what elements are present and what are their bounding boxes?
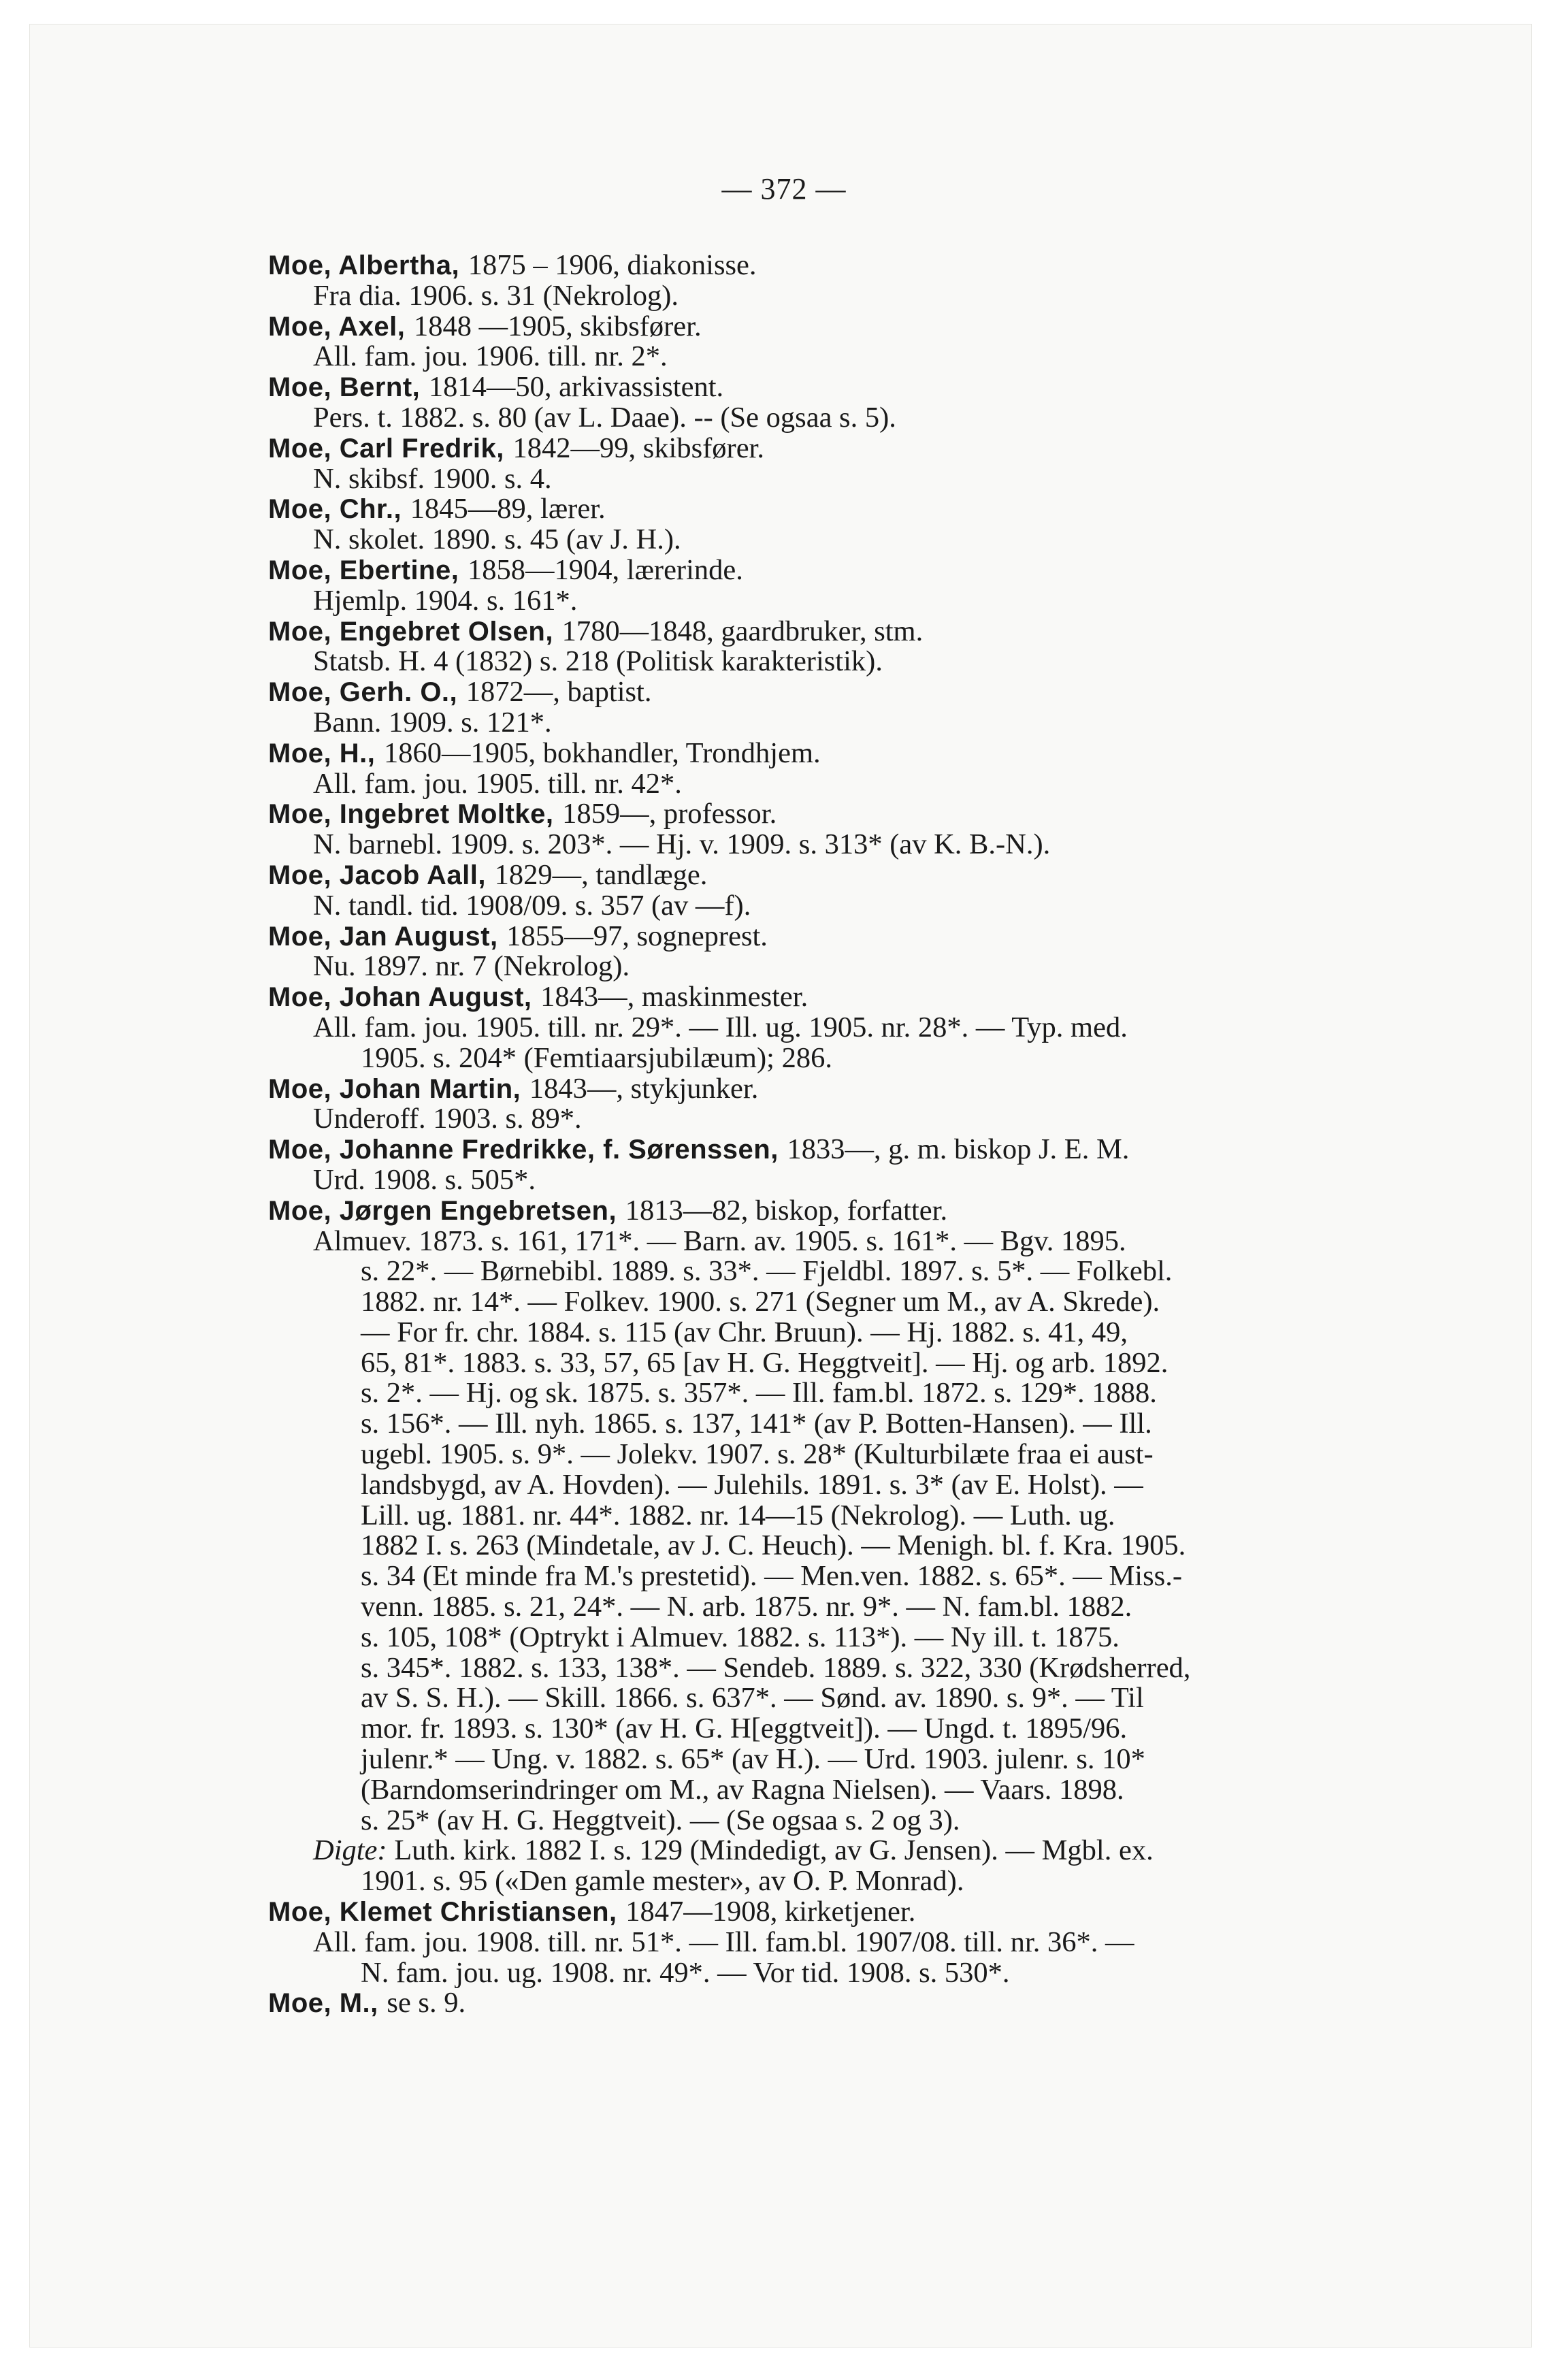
entry-reference: N. skibsf. 1900. s. 4. — [313, 462, 552, 495]
entry-description: 1860—1905, bokhandler, Trondhjem. — [383, 736, 821, 769]
entry-johanne-fredrikke — [268, 1135, 1446, 1196]
entry-ebertine — [268, 555, 1446, 617]
entry-description: 1833—, g. m. biskop J. E. M. — [787, 1133, 1130, 1166]
entry-reference: Bann. 1909. s. 121*. — [313, 706, 552, 738]
entry-name: Moe, Axel, — [268, 311, 406, 342]
entry-name: Moe, Chr., — [268, 494, 402, 525]
entry-ingebret-moltke — [268, 799, 1446, 860]
entry-heading — [268, 1988, 1446, 2019]
entry-description: 1842—99, skibsfører. — [512, 432, 764, 464]
entry-heading — [268, 1135, 1446, 1165]
entry-name: Moe, Jacob Aall, — [268, 860, 486, 890]
entry-name: Moe, Ebertine, — [268, 555, 459, 585]
entry-heading — [268, 922, 1446, 952]
reference-line: 1901. s. 95 («Den gamle mester», av O. P. Monrad). — [361, 1865, 964, 1898]
reference-line: (Barndomserindringer om M., av Ragna Nielsen). — Vaars. 1898. — [361, 1773, 1124, 1806]
entry-heading — [268, 617, 1446, 647]
entry-description: 1843—, maskinmester. — [540, 981, 808, 1013]
reference-line: s. 34 (Et minde fra M.'s prestetid). — Men.ven. 1882. s. 65*. — Miss.- — [361, 1560, 1182, 1593]
entry-heading — [268, 372, 1446, 403]
entry-heading — [268, 982, 1446, 1013]
entry-description: 1872—, baptist. — [466, 676, 652, 709]
entry-name: Moe, Bernt, — [268, 372, 421, 403]
digte-label: Digte: — [313, 1834, 387, 1867]
entry-description: 1858—1904, lærerinde. — [468, 553, 743, 586]
entry-heading — [268, 799, 1446, 830]
entry-heading — [268, 434, 1446, 464]
entry-heading — [268, 1897, 1446, 1928]
entry-name: Moe, Klemet Christiansen, — [268, 1897, 617, 1928]
entry-name: Moe, Ingebret Moltke, — [268, 799, 554, 830]
entry-reference: Hjemlp. 1904. s. 161*. — [313, 584, 578, 617]
entry-reference: N. tandl. tid. 1908/09. s. 357 (av —f). — [313, 889, 751, 922]
entry-description: 1845—89, lærer. — [410, 493, 606, 525]
reference-line: s. 25* (av H. G. Heggtveit). — (Se ogsaa s. 2 og 3). — [361, 1804, 960, 1836]
entry-name: Moe, Engebret Olsen, — [268, 616, 553, 647]
entry-reference: N. skolet. 1890. s. 45 (av J. H.). — [313, 523, 681, 556]
reference-line: — For fr. chr. 1884. s. 115 (av Chr. Bruun). — Hj. 1882. s. 41, 49, — [361, 1316, 1128, 1348]
entry-heading — [268, 677, 1446, 708]
entry-klemet-christiansen — [268, 1897, 1446, 1988]
reference-line: 65, 81*. 1883. s. 33, 57, 65 [av H. G. Heggtveit]. — Hj. og arb. 1892. — [361, 1346, 1169, 1379]
entry-johan-august — [268, 982, 1446, 1073]
entry-bernt — [268, 372, 1446, 434]
reference-line: s. 345*. 1882. s. 133, 138*. — Sendeb. 1889. s. 322, 330 (Krødsherred, — [361, 1651, 1191, 1684]
reference-line: av S. S. H.). — Skill. 1866. s. 637*. — Sønd. av. 1890. s. 9*. — Til — [361, 1682, 1144, 1715]
entry-reference: N. barnebl. 1909. s. 203*. — Hj. v. 1909. s. 313* (av K. B.-N.). — [313, 828, 1051, 861]
reference-text: Luth. kirk. 1882 I. s. 129 (Mindedigt, av G. Jensen). — Mgbl. ex. — [394, 1834, 1154, 1867]
reference-line: All. fam. jou. 1905. till. nr. 29*. — Ill. ug. 1905. nr. 28*. — Typ. med. — [313, 1011, 1128, 1043]
reference-line: 1905. s. 204* (Femtiaarsjubilæum); 286. — [361, 1041, 832, 1074]
entry-gerh — [268, 677, 1446, 738]
reference-line: s. 2*. — Hj. og sk. 1875. s. 357*. — Ill. fam.bl. 1872. s. 129*. 1888. — [361, 1377, 1157, 1410]
entry-heading — [268, 555, 1446, 586]
reference-line: mor. fr. 1893. s. 130* (av H. G. H[eggtveit]). — Ungd. t. 1895/96. — [361, 1712, 1128, 1745]
reference-line: venn. 1885. s. 21, 24*. — N. arb. 1875. nr. 9*. — N. fam.bl. 1882. — [361, 1591, 1132, 1623]
entry-heading — [268, 250, 1446, 281]
entry-description: 1780—1848, gaardbruker, stm. — [561, 615, 924, 647]
entry-heading — [268, 312, 1446, 342]
entry-chr — [268, 494, 1446, 555]
entry-heading — [268, 738, 1446, 769]
entry-reference: Urd. 1908. s. 505*. — [313, 1163, 536, 1196]
entry-reference: Pers. t. 1882. s. 80 (av L. Daae). -- (Se ogsaa s. 5). — [313, 401, 896, 434]
reference-line: julenr.* — Ung. v. 1882. s. 65* (av H.). — Urd. 1903. julenr. s. 10* — [361, 1743, 1145, 1776]
entry-albertha — [268, 250, 1446, 312]
entry-description: 1855—97, sogneprest. — [506, 920, 768, 952]
entry-reference: Nu. 1897. nr. 7 (Nekrolog). — [313, 950, 630, 983]
reference-line: s. 22*. — Børnebibl. 1889. s. 33*. — Fjeldbl. 1897. s. 5*. — Folkebl. — [361, 1255, 1173, 1288]
entry-axel — [268, 312, 1446, 373]
entry-heading — [268, 860, 1446, 891]
entry-description: se s. 9. — [387, 1987, 466, 2019]
entry-references — [268, 1928, 1446, 1989]
reference-line: 1882. nr. 14*. — Folkev. 1900. s. 271 (Segner um M., av A. Skrede). — [361, 1286, 1160, 1318]
reference-line: Almuev. 1873. s. 161, 171*. — Barn. av. 1905. s. 161*. — Bgv. 1895. — [313, 1224, 1126, 1257]
entry-reference: Fra dia. 1906. s. 31 (Nekrolog). — [313, 279, 679, 312]
entry-name: Moe, H., — [268, 738, 376, 768]
reference-line: 1882 I. s. 263 (Mindetale, av J. C. Heuch). — Menigh. bl. f. Kra. 1905. — [361, 1529, 1186, 1562]
entry-m — [268, 1988, 1446, 2019]
entry-name: Moe, Johan Martin, — [268, 1073, 521, 1104]
entry-description: 1847—1908, kirketjener. — [625, 1896, 916, 1928]
entry-description: 1875 – 1906, diakonisse. — [468, 249, 757, 281]
entry-name: Moe, Gerh. O., — [268, 677, 458, 708]
entry-references — [268, 1013, 1446, 1074]
entry-references — [268, 1224, 1446, 1898]
entry-jan-august — [268, 922, 1446, 983]
entry-name: Moe, Carl Fredrik, — [268, 433, 504, 464]
entry-h — [268, 738, 1446, 800]
page-number: — 372 — — [721, 172, 847, 206]
digte-line — [313, 1836, 1446, 1866]
entry-heading — [268, 494, 1446, 525]
reference-line: ugebl. 1905. s. 9*. — Jolekv. 1907. s. 28* (Kulturbilæte fraa ei aust- — [361, 1438, 1154, 1471]
entry-description: 1848 —1905, skibsfører. — [413, 310, 702, 342]
biography-index — [268, 250, 1446, 2019]
entry-reference: All. fam. jou. 1906. till. nr. 2*. — [313, 340, 668, 373]
entry-reference: Underoff. 1903. s. 89*. — [313, 1103, 582, 1135]
entry-name: Moe, Johan August, — [268, 982, 532, 1013]
reference-line: landsbygd, av A. Hovden). — Julehils. 1891. s. 3* (av E. Holst). — — [361, 1468, 1143, 1501]
entry-engebret-olsen — [268, 617, 1446, 678]
entry-jorgen-engebretsen — [268, 1196, 1446, 1897]
reference-line: s. 156*. — Ill. nyh. 1865. s. 137, 141* (av P. Botten-Hansen). — Ill. — [361, 1408, 1152, 1440]
entry-reference: Statsb. H. 4 (1832) s. 218 (Politisk karakteristik). — [313, 645, 883, 678]
reference-line: N. fam. jou. ug. 1908. nr. 49*. — Vor tid. 1908. s. 530*. — [361, 1956, 1010, 1989]
reference-line: All. fam. jou. 1908. till. nr. 51*. — Ill. fam.bl. 1907/08. till. nr. 36*. — — [313, 1926, 1134, 1958]
entry-name: Moe, M., — [268, 1988, 378, 2019]
entry-name: Moe, Jan August, — [268, 921, 498, 952]
entry-description: 1814—50, arkivassistent. — [428, 371, 724, 404]
entry-description: 1859—, professor. — [562, 798, 777, 830]
entry-description: 1843—, stykjunker. — [529, 1072, 759, 1105]
entry-heading — [268, 1074, 1446, 1105]
entry-reference: All. fam. jou. 1905. till. nr. 42*. — [313, 767, 682, 800]
reference-line: s. 105, 108* (Optrykt i Almuev. 1882. s. 113*). — Ny ill. t. 1875. — [361, 1621, 1120, 1653]
entry-jacob-aall — [268, 860, 1446, 922]
entry-carl-fredrik — [268, 434, 1446, 495]
entry-heading — [268, 1196, 1446, 1227]
entry-name: Moe, Johanne Fredrikke, f. Sørenssen, — [268, 1135, 779, 1165]
entry-name: Moe, Jørgen Engebretsen, — [268, 1195, 617, 1226]
entry-description: 1813—82, biskop, forfatter. — [625, 1194, 948, 1227]
entry-johan-martin — [268, 1074, 1446, 1135]
entry-description: 1829—, tandlæge. — [494, 858, 708, 891]
reference-line: Lill. ug. 1881. nr. 44*. 1882. nr. 14—15 (Nekrolog). — Luth. ug. — [361, 1499, 1115, 1531]
entry-name: Moe, Albertha, — [268, 250, 460, 280]
